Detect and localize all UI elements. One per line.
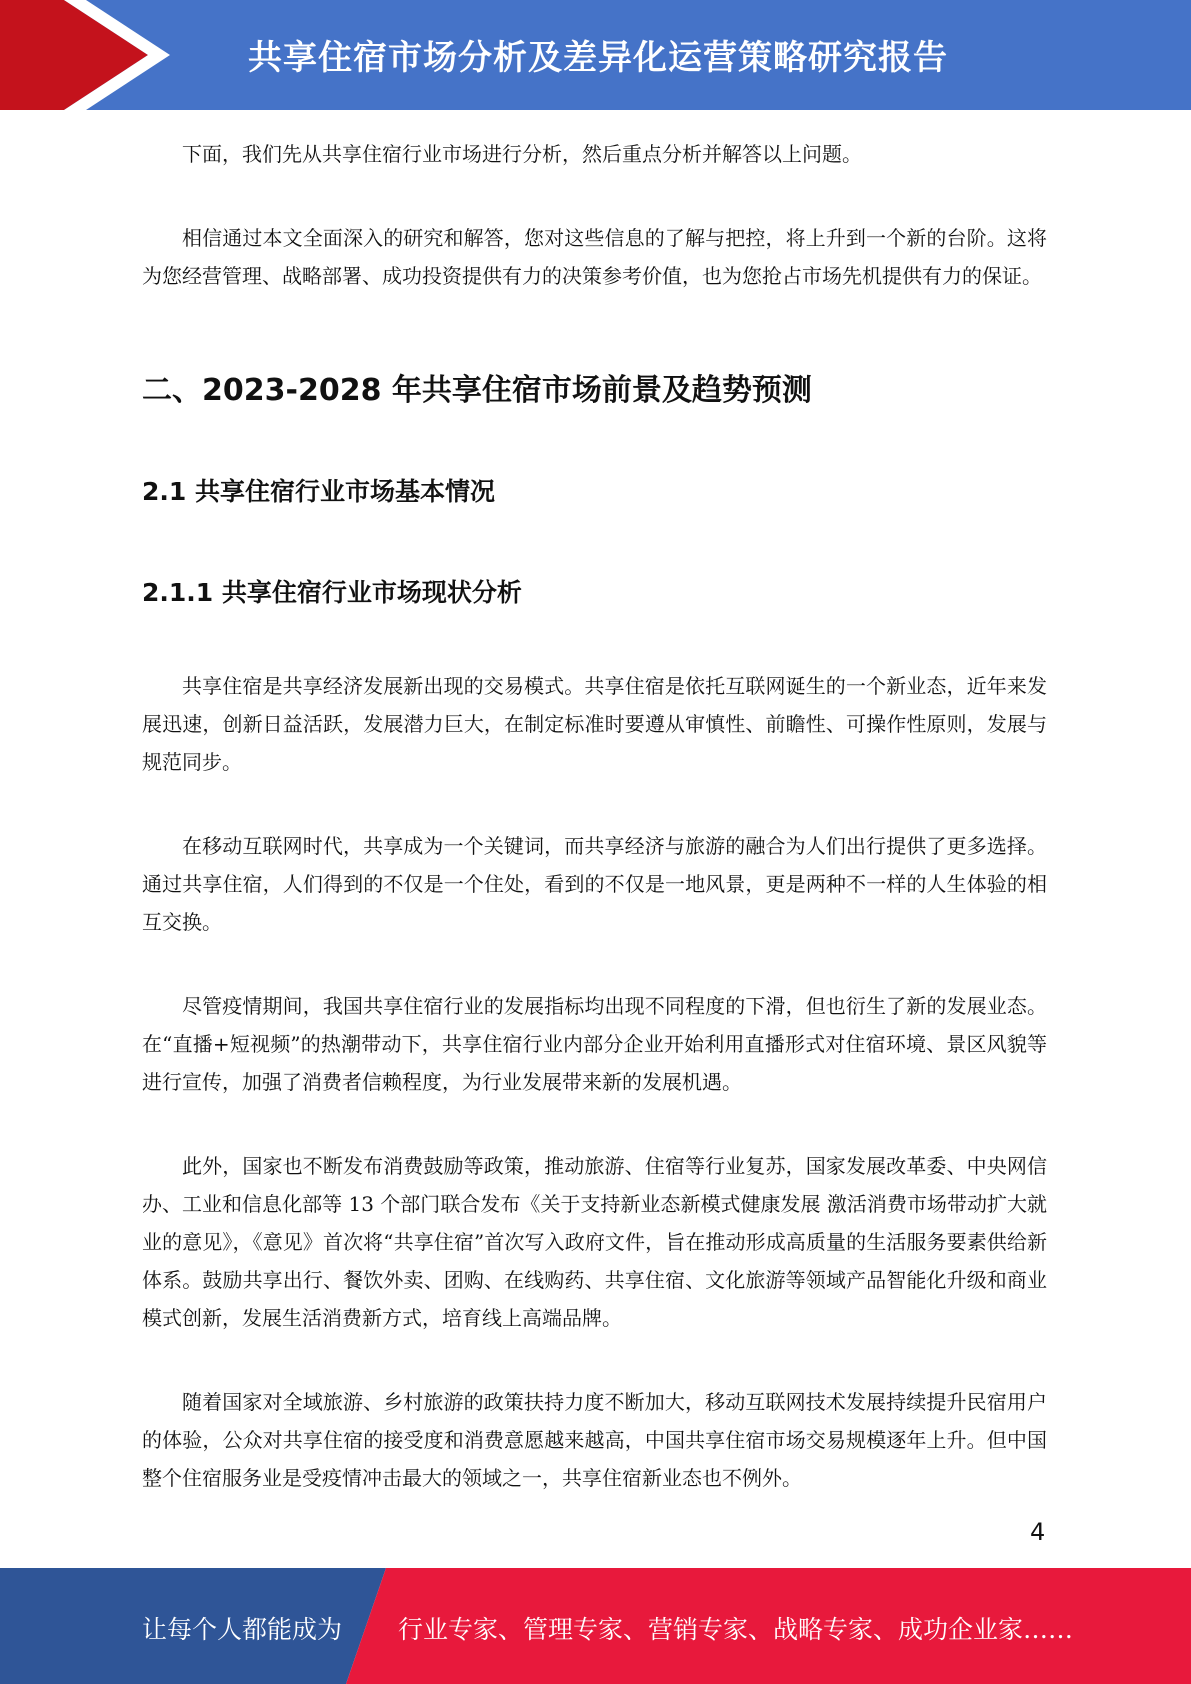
footer-slogan-right: 行业专家、管理专家、营销专家、战略专家、成功企业家…… [398,1615,1074,1644]
footer-slogan-left: 让每个人都能成为 [142,1615,343,1644]
body-paragraph-3: 尽管疫情期间，我国共享住宿行业的发展指标均出现不同程度的下滑，但也衍生了新的发展业态。在“直播+短视频”的热潮带动下，共享住宿行业内部分企业开始利用直播形式对住宿环境、景区风貌等进行宣传，加强了消费者信赖程度，为行业发展带来新的发展机遇。 [142,994,1047,1094]
intro-paragraph-1: 下面，我们先从共享住宿行业市场进行分析，然后重点分析并解答以上问题。 [182,142,862,166]
section-heading: 二、2023-2028 年共享住宿市场前景及趋势预测 [142,373,812,408]
intro-block [142,135,1047,341]
body-paragraph-5: 随着国家对全域旅游、乡村旅游的政策扶持力度不断加大，移动互联网技术发展持续提升民宿用户的体验，公众对共享住宿的接受度和消费意愿越来越高，中国共享住宿市场交易规模逐年上升。但中国整个住宿服务业是受疫情冲击最大的领域之一，共享住宿新业态也不例外。 [142,1390,1047,1490]
body-paragraph-2: 在移动互联网时代，共享成为一个关键词，而共享经济与旅游的融合为人们出行提供了更多选择。通过共享住宿，人们得到的不仅是一个住处，看到的不仅是一地风景，更是两种不一样的人生体验的相互交换。 [142,834,1047,934]
subsection-heading-2-1-1: 2.1.1 共享住宿行业市场现状分析 [142,578,522,607]
report-title: 共享住宿市场分析及差异化运营策略研究报告 [248,38,948,78]
intro-paragraph-2: 相信通过本文全面深入的研究和解答，您对这些信息的了解与把控，将上升到一个新的台阶。这将为您经营管理、战略部署、成功投资提供有力的决策参考价值，也为您抢占市场先机提供有力的保证。 [142,226,1047,288]
page-number: 4 [1030,1518,1046,1546]
page-footer [0,1568,1191,1684]
page-header [0,0,1191,110]
body-paragraph-1: 共享住宿是共享经济发展新出现的交易模式。共享住宿是依托互联网诞生的一个新业态，近年来发展迅速，创新日益活跃，发展潜力巨大，在制定标准时要遵从审慎性、前瞻性、可操作性原则，发展与规范同步。 [142,674,1047,774]
subsection-heading-2-1: 2.1 共享住宿行业市场基本情况 [142,477,495,506]
body-text [142,667,1047,1543]
body-paragraph-4: 此外，国家也不断发布消费鼓励等政策，推动旅游、住宿等行业复苏，国家发展改革委、中央网信办、工业和信息化部等 13 个部门联合发布《关于支持新业态新模式健康发展 激活消费市场带动扩大就业的意见》，《意见》首次将“共享住宿”首次写入政府文件，旨在推动形成高质量的生活服务要素供给新体系。鼓励共享出行、餐饮外卖、团购、在线购药、共享住宿、文化旅游等领域产品智能化升级和商业模式创新，发展生活消费新方式，培育线上高端品牌。 [142,1154,1047,1330]
